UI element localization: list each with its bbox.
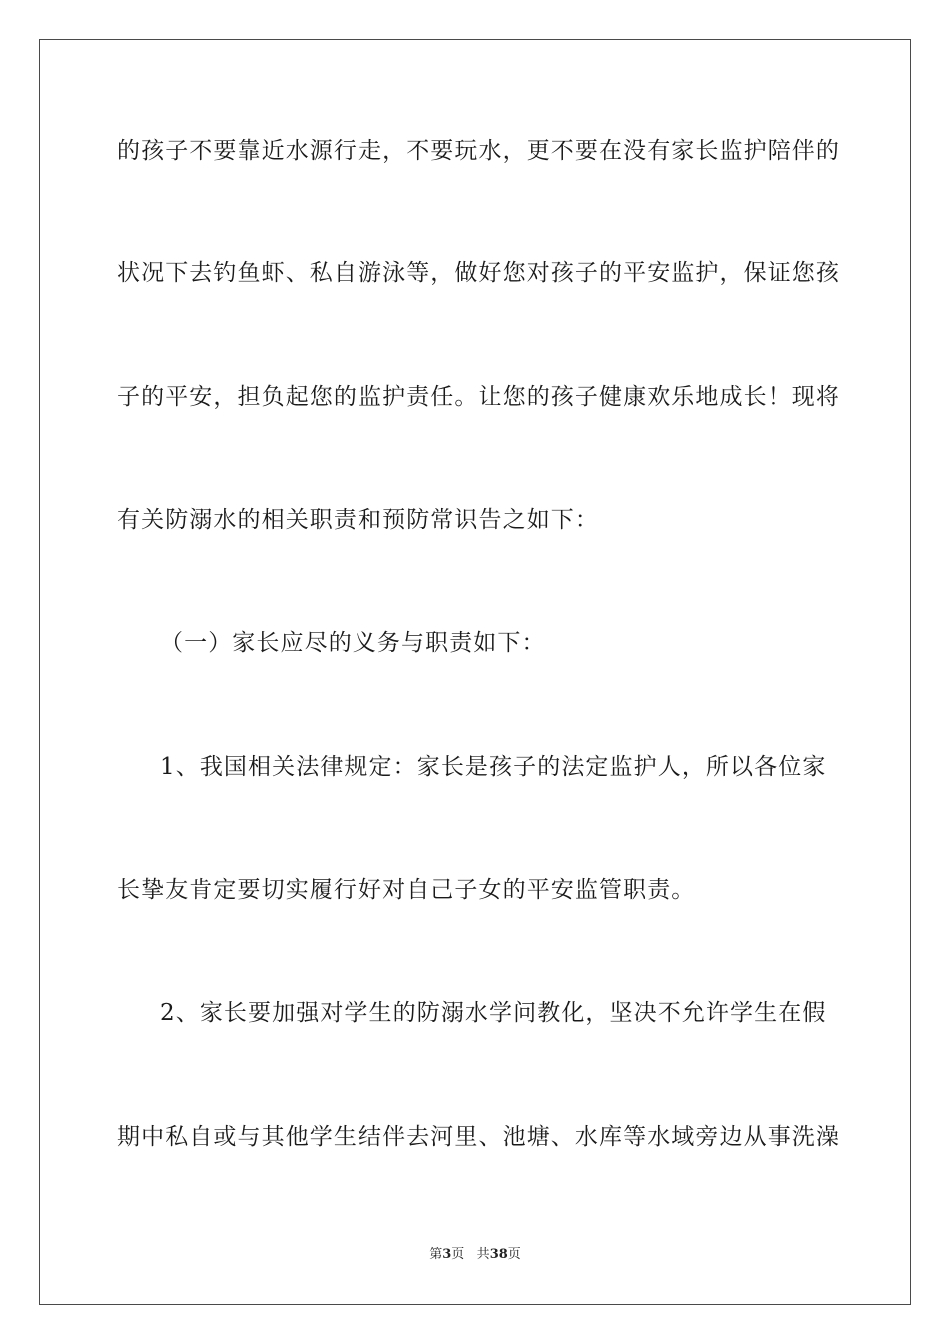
paragraph-line: 子的平安，担负起您的监护责任。让您的孩子健康欢乐地成长！现将 bbox=[117, 384, 840, 410]
paragraph-line: 有关防溺水的相关职责和预防常识告之如下： bbox=[117, 507, 599, 533]
page-suffix: 页 bbox=[451, 1247, 465, 1262]
page-footer bbox=[0, 1246, 950, 1264]
page-prefix: 第 bbox=[429, 1247, 443, 1262]
total-prefix: 共 bbox=[476, 1247, 490, 1262]
section-heading: （一）家长应尽的义务与职责如下： bbox=[160, 630, 546, 656]
total-suffix: 页 bbox=[507, 1247, 521, 1262]
paragraph-line: 长挚友肯定要切实履行好对自己子女的平安监管职责。 bbox=[117, 877, 696, 903]
page-number: 3 bbox=[442, 1247, 452, 1262]
total-pages: 38 bbox=[489, 1247, 508, 1262]
paragraph-line: 2、家长要加强对学生的防溺水学问教化，坚决不允许学生在假 bbox=[160, 1000, 827, 1026]
paragraph-line: 状况下去钓鱼虾、私自游泳等，做好您对孩子的平安监护，保证您孩 bbox=[117, 260, 840, 286]
paragraph-line: 1、我国相关法律规定：家长是孩子的法定监护人，所以各位家 bbox=[160, 754, 827, 780]
paragraph-line: 的孩子不要靠近水源行走，不要玩水，更不要在没有家长监护陪伴的 bbox=[117, 138, 840, 164]
paragraph-line: 期中私自或与其他学生结伴去河里、池塘、水库等水域旁边从事洗澡 bbox=[117, 1124, 840, 1150]
page-frame bbox=[39, 39, 911, 1305]
